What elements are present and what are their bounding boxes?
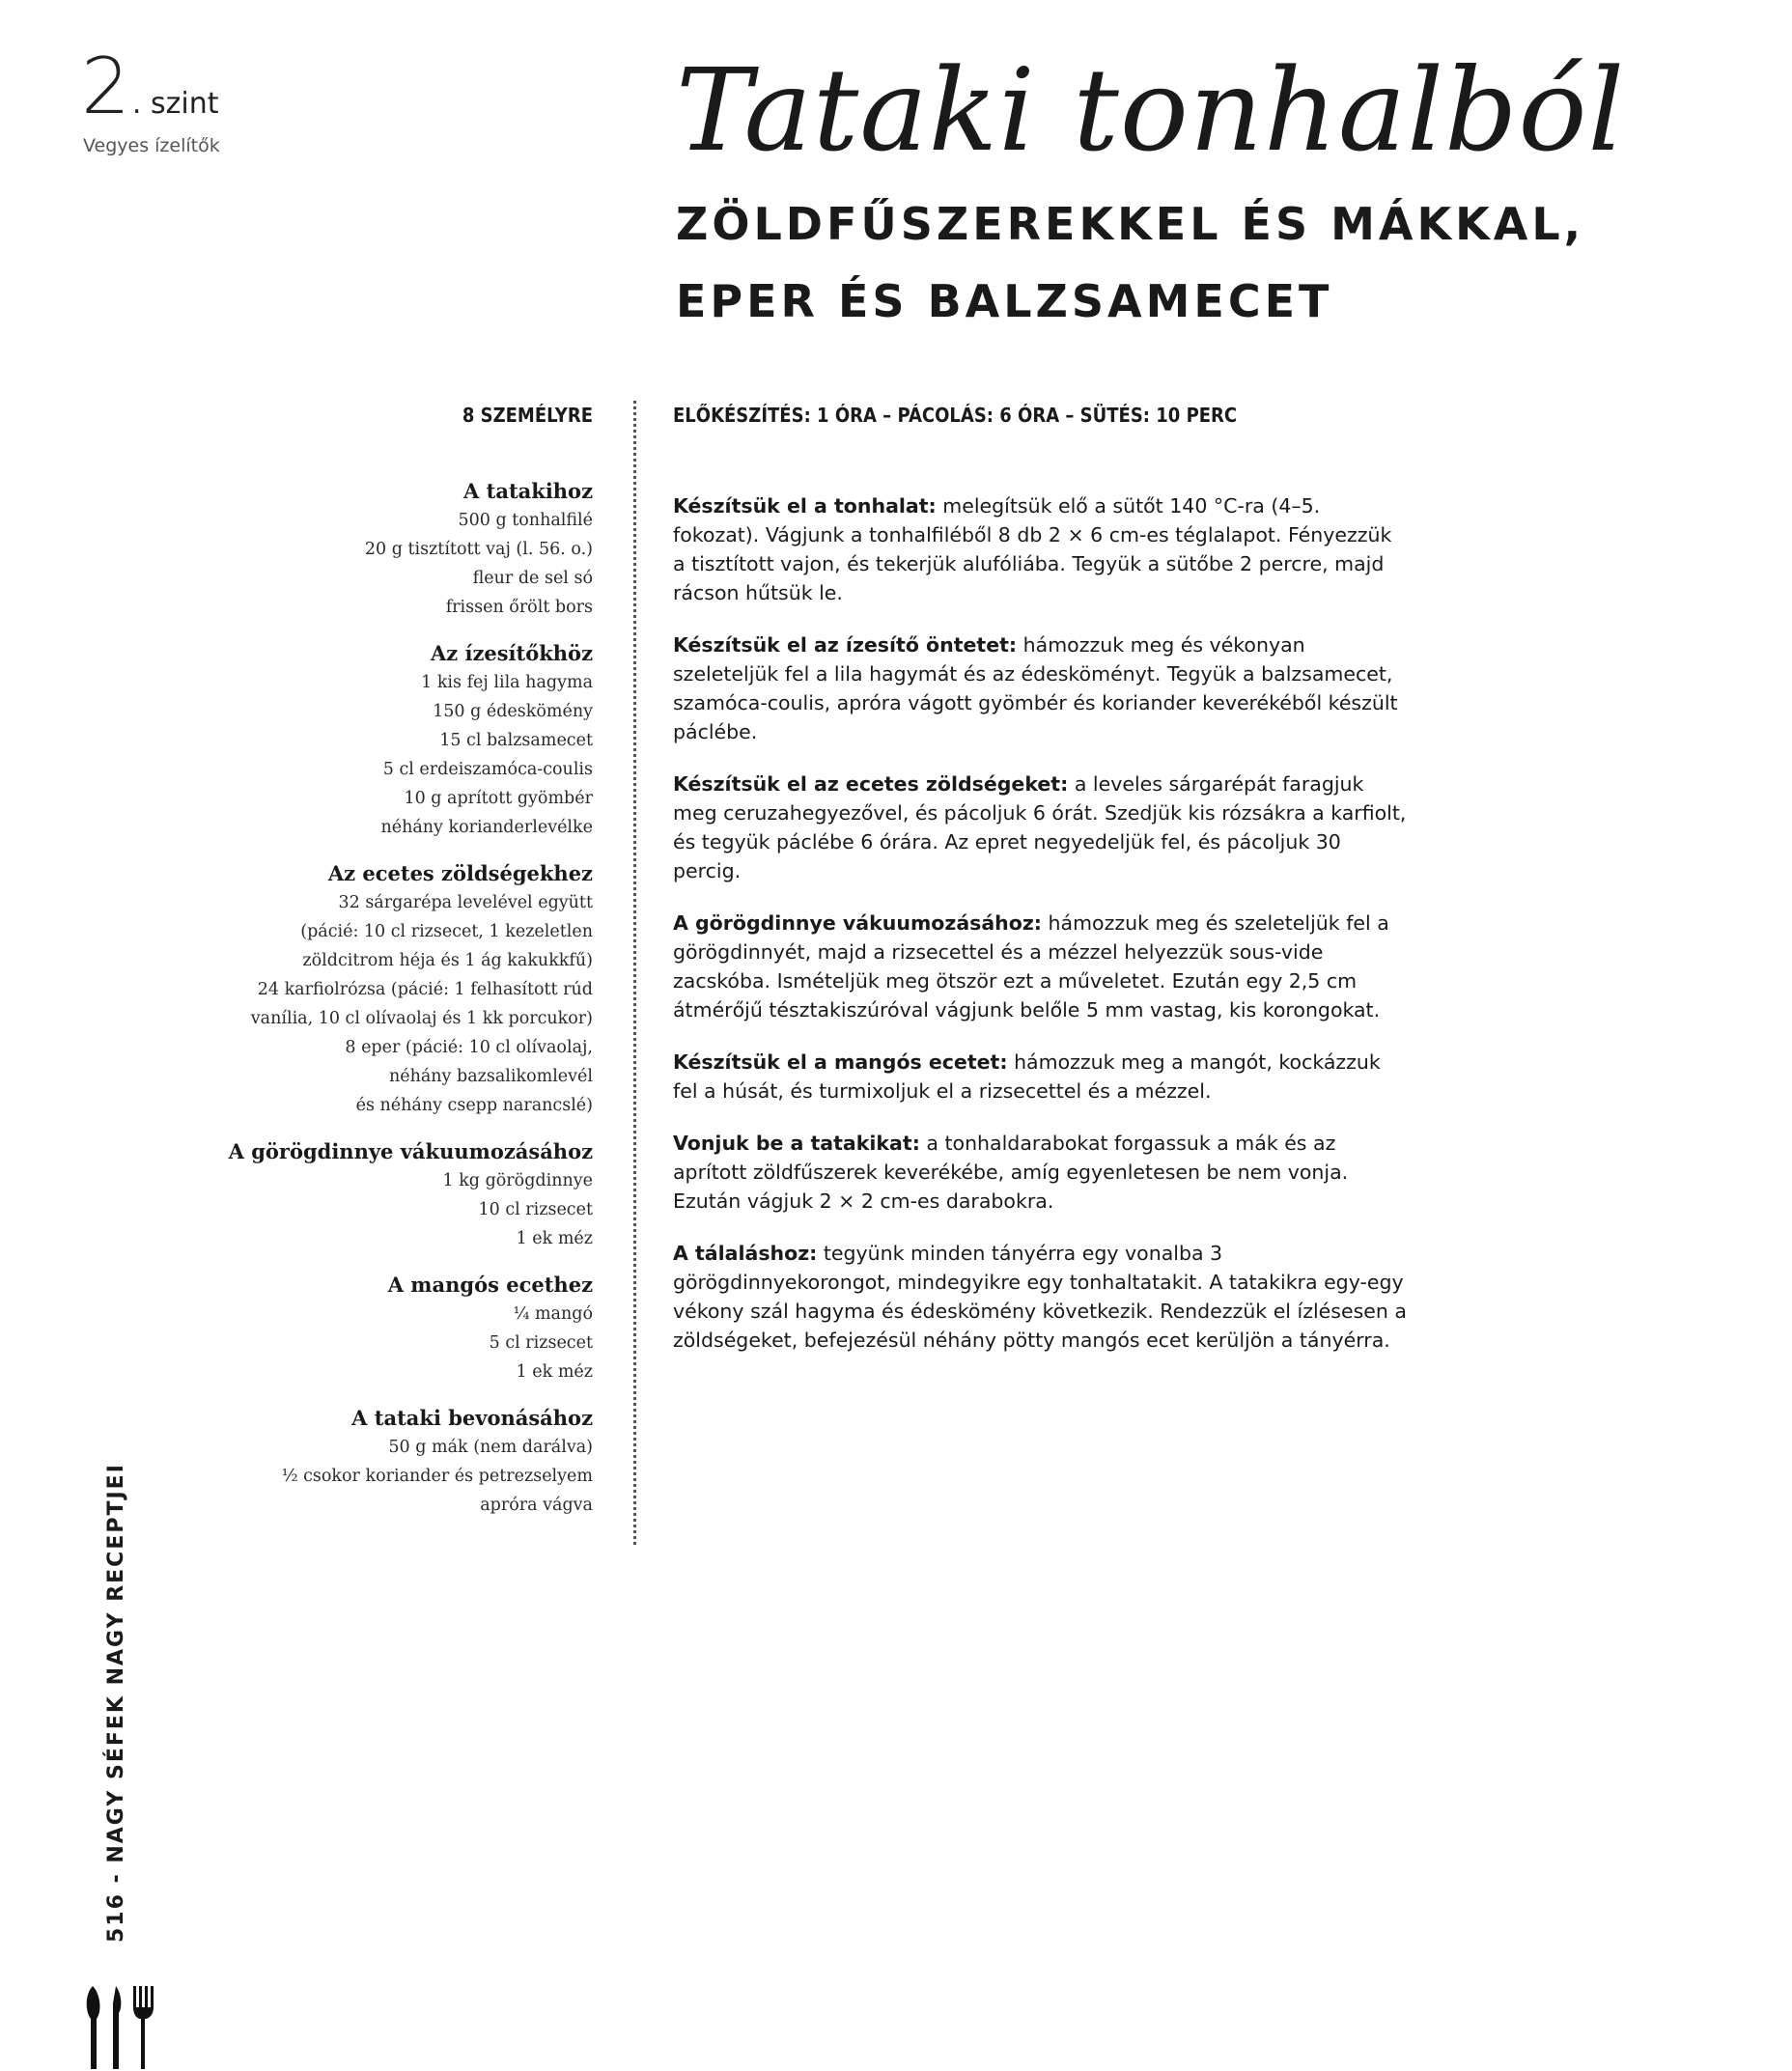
ingredient-item: 32 sárgarépa levelével együtt [338,893,593,912]
step-paragraph [673,770,1407,885]
ingredient-group-title: A tataki bevonásához [351,1406,593,1430]
method-steps [673,471,1407,1378]
ingredient-group [193,859,593,1120]
category-label: Vegyes ízelítők [83,135,220,156]
step-text: a leveles sárgarépát faragjuk meg ceruzahegyezővel, és pácoljuk 6 órát. Szedjük kis rózsákra a karfiolt, és tegyük páclébe 6 órára. Az epret negyedeljük fel, és pácoljuk 30 percig. [673,771,1407,882]
ingredient-item: frissen őrölt bors [445,598,593,617]
ingredient-item: 5 cl rizsecet [489,1333,593,1353]
step-paragraph [673,1239,1407,1355]
step-paragraph [673,630,1407,746]
step-lead: A tálaláshoz: [673,1241,818,1265]
ingredient-group-title: A tatakihoz [463,479,593,503]
ingredient-item: 15 cl balzsamecet [439,731,593,750]
ingredient-item: 1 kis fej lila hagyma [421,673,593,692]
ingredient-item: 20 g tisztított vaj (l. 56. o.) [364,540,593,559]
ingredient-item: és néhány csepp narancslé) [355,1096,593,1115]
ingredient-item: apróra vágva [480,1496,593,1515]
ingredient-group [193,1137,593,1253]
step-lead: A görögdinnye vákuumozásához: [673,910,1042,935]
step-text: a tonhaldarabokat forgassuk a mák és az aprított zöldfűszerek keverékébe, amíg egyenletesen be nem vonja. Ezután vágjuk 2 × 2 cm-es darabokra. [673,1131,1349,1213]
ingredient-group [193,1271,593,1386]
ingredient-item: 1 ek méz [516,1362,593,1382]
step-text: melegítsük elő a sütőt 140 °C-ra (4–5. fokozat). Vágjunk a tonhalfiléből 8 db 2 × 6 cm-es téglalapot. Fényezzük a tisztított vajon, és tekerjük alufóliába. Tegyük a sütőbe 2 percre, majd rácson hűtsük le. [673,493,1392,604]
step-lead: Készítsük el a mangós ecetet: [673,1049,1008,1074]
step-text: hámozzuk meg és vékonyan szeleteljük fel a lila hagymát és az édesköményt. Tegyük a balzsamecet, szamóca-coulis, apróra vágott gyömbér és koriander keverékéből készült páclébe. [673,632,1398,743]
ingredient-group-title: Az ízesítőkhöz [430,641,593,665]
step-lead: Készítsük el az ízesítő öntetet: [673,632,1018,657]
step-text: hámozzuk meg és szeleteljük fel a görögdinnyét, majd a rizsecettel és a mézzel helyezzük sous-vide zacskóba. Ismételjük meg ötször ezt a műveletet. Ezután egy 2,5 cm átmérőjű tésztakiszúróval vágjunk belőle 5 mm vastag, kis korongokat. [673,910,1389,1022]
ingredient-item: vanília, 10 cl olívaolaj és 1 kk porcukor) [250,1009,593,1028]
ingredient-item: 1 ek méz [516,1229,593,1248]
ingredient-item: 500 g tonhalfilé [458,511,593,530]
ingredient-group [193,1404,593,1520]
ingredient-group-title: A mangós ecethez [387,1273,593,1297]
ingredient-group [193,477,593,622]
column-divider [633,401,636,1545]
page-footer-vertical: 516 - NAGY SÉFEK NAGY RECEPTJEI [104,1463,128,1943]
ingredients-list [193,477,593,1537]
ingredient-item: (pácié: 10 cl rizsecet, 1 kezeletlen [300,922,593,941]
ingredient-item: néhány korianderlevélke [380,818,593,837]
ingredient-item: ½ csokor koriander és petrezselyem [281,1467,593,1486]
step-text: tegyünk minden tányérra egy vonalba 3 görögdinnyekorongot, mindegyikre egy tonhaltatakit. A tatakikra egy-egy vékony szál hagyma és édeskömény következik. Rendezzük el ízlésesen a zöldségeket, befejezésül néhány pötty mangós ecet kerüljön a tányérra. [673,1241,1407,1352]
ingredient-item: ¼ mangó [513,1304,593,1324]
ingredient-item: 50 g mák (nem darálva) [388,1438,593,1457]
step-paragraph [673,909,1407,1024]
ingredient-item: 8 eper (pácié: 10 cl olívaolaj, [345,1038,593,1057]
ingredient-item: 10 cl rizsecet [478,1200,593,1219]
ingredient-item: 1 kg görögdinnye [442,1171,593,1190]
level-number: 2 [81,42,130,131]
recipe-subtitle-line2: EPER ÉS BALZSAMECET [676,275,1333,327]
ingredient-item: 10 g aprított gyömbér [404,789,593,808]
ingredient-item: néhány bazsalikomlevél [388,1067,593,1086]
ingredient-item: 5 cl erdeiszamóca-coulis [382,760,593,779]
step-text: hámozzuk meg a mangót, kockázzuk fel a húsát, és turmixoljuk el a rizsecettel és a mézzel. [673,1049,1381,1103]
ingredient-item: zöldcitrom héja és 1 ág kakukkfű) [302,951,593,970]
ingredient-group-title: Az ecetes zöldségekhez [327,861,593,885]
utensils-icon [81,1984,168,2071]
step-lead: Készítsük el a tonhalat: [673,493,937,518]
level-indicator [81,42,219,131]
step-paragraph [673,1129,1407,1216]
level-word: . szint [131,87,219,121]
step-paragraph [673,491,1407,607]
servings: 8 SZEMÉLYRE [462,404,593,427]
step-paragraph [673,1048,1407,1105]
ingredient-item: 150 g édeskömény [433,702,593,721]
recipe-title-script: Tataki tonhalból [676,43,1626,177]
ingredient-group [193,639,593,842]
recipe-subtitle-line1: ZÖLDFŰSZEREKKEL ÉS MÁKKAL, [676,198,1585,250]
prep-times: ELŐKÉSZÍTÉS: 1 ÓRA – PÁCOLÁS: 6 ÓRA – SÜTÉS: 10 PERC [673,404,1238,427]
step-lead: Készítsük el az ecetes zöldségeket: [673,771,1069,796]
ingredient-group-title: A görögdinnye vákuumozásához [228,1139,593,1163]
step-lead: Vonjuk be a tatakikat: [673,1131,920,1155]
ingredient-item: fleur de sel só [472,569,593,588]
ingredient-item: 24 karfiolrózsa (pácié: 1 felhasított rúd [257,980,593,999]
